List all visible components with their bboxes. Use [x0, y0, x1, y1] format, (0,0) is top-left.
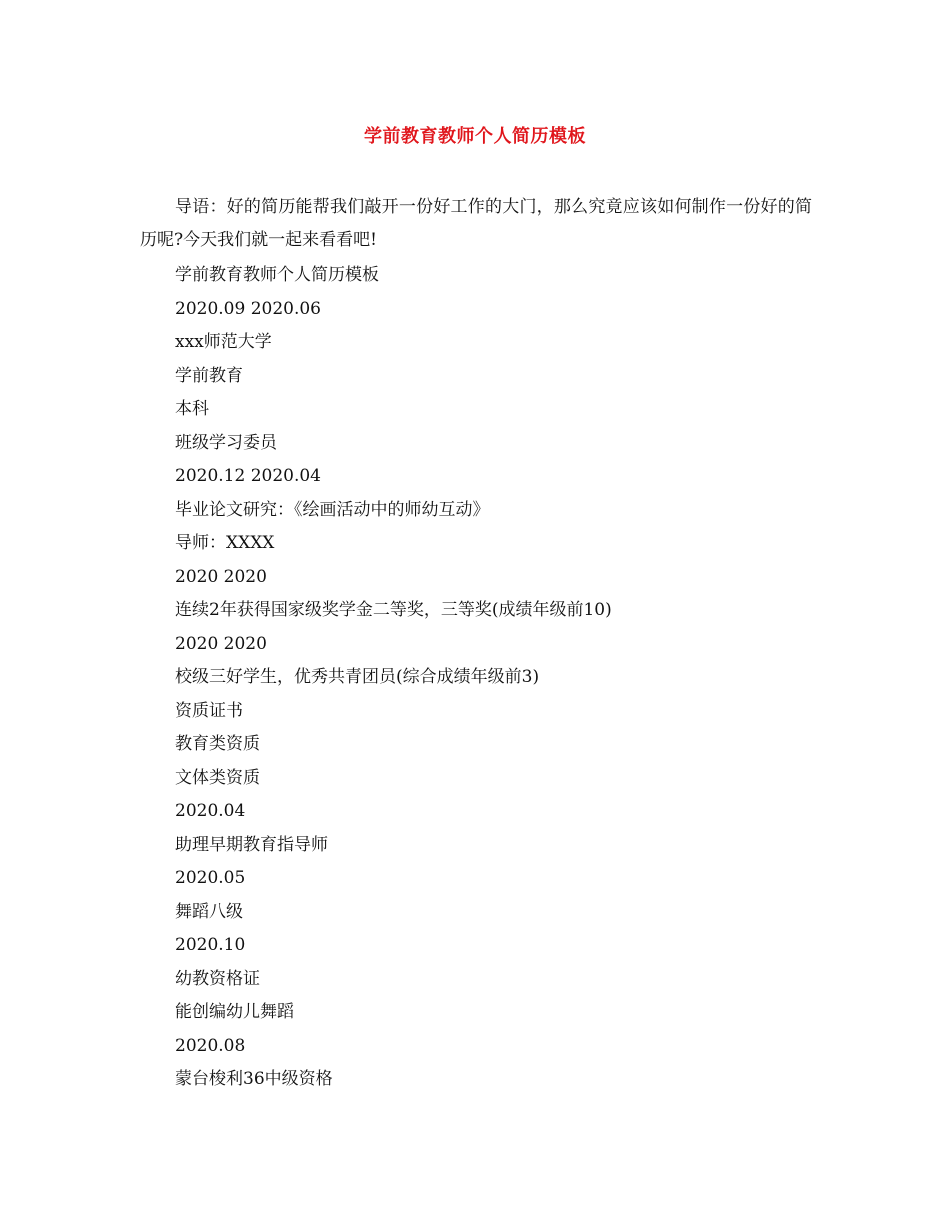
text-line: 2020.09 2020.06	[175, 298, 322, 319]
text-line: 教育类资质	[175, 734, 260, 754]
text-line: 助理早期教育指导师	[175, 834, 328, 855]
text-line: 连续2年获得国家级奖学金二等奖，三等奖(成绩年级前10)	[175, 600, 612, 620]
text-line: 学前教育	[175, 365, 243, 386]
text-line: 资质证书	[175, 700, 243, 721]
text-line: 2020 2020	[175, 633, 267, 654]
text-line: 2020.12 2020.04	[175, 466, 322, 486]
text-line: 蒙台梭利36中级资格	[175, 1069, 333, 1089]
text-line: 本科	[175, 399, 209, 419]
text-line: 2020 2020	[175, 566, 267, 587]
text-line: 学前教育教师个人简历模板	[175, 265, 379, 285]
text-line: xxx师范大学	[175, 332, 272, 352]
text-line: 校级三好学生，优秀共青团员(综合成绩年级前3)	[175, 667, 540, 687]
intro-paragraph: 导语：好的简历能帮我们敲开一份好工作的大门，那么究竟应该如何制作一份好的简历呢?今天我们就一起来看看吧!	[140, 197, 812, 250]
document-title: 学前教育教师个人简历模板	[364, 126, 586, 147]
text-line: 2020.08	[175, 1035, 246, 1056]
text-line: 幼教资格证	[175, 968, 260, 989]
text-line: 导师：XXXX	[175, 533, 275, 553]
text-line: 毕业论文研究：《绘画活动中的师幼互动》	[175, 499, 490, 520]
text-line: 能创编幼儿舞蹈	[175, 1002, 294, 1022]
text-line: 舞蹈八级	[175, 901, 243, 922]
text-line: 2020.05	[175, 868, 246, 888]
resume-lines	[175, 259, 815, 1097]
text-line: 文体类资质	[175, 767, 260, 788]
text-line: 班级学习委员	[175, 432, 277, 453]
text-line: 2020.10	[175, 935, 246, 955]
text-line: 2020.04	[175, 801, 246, 821]
